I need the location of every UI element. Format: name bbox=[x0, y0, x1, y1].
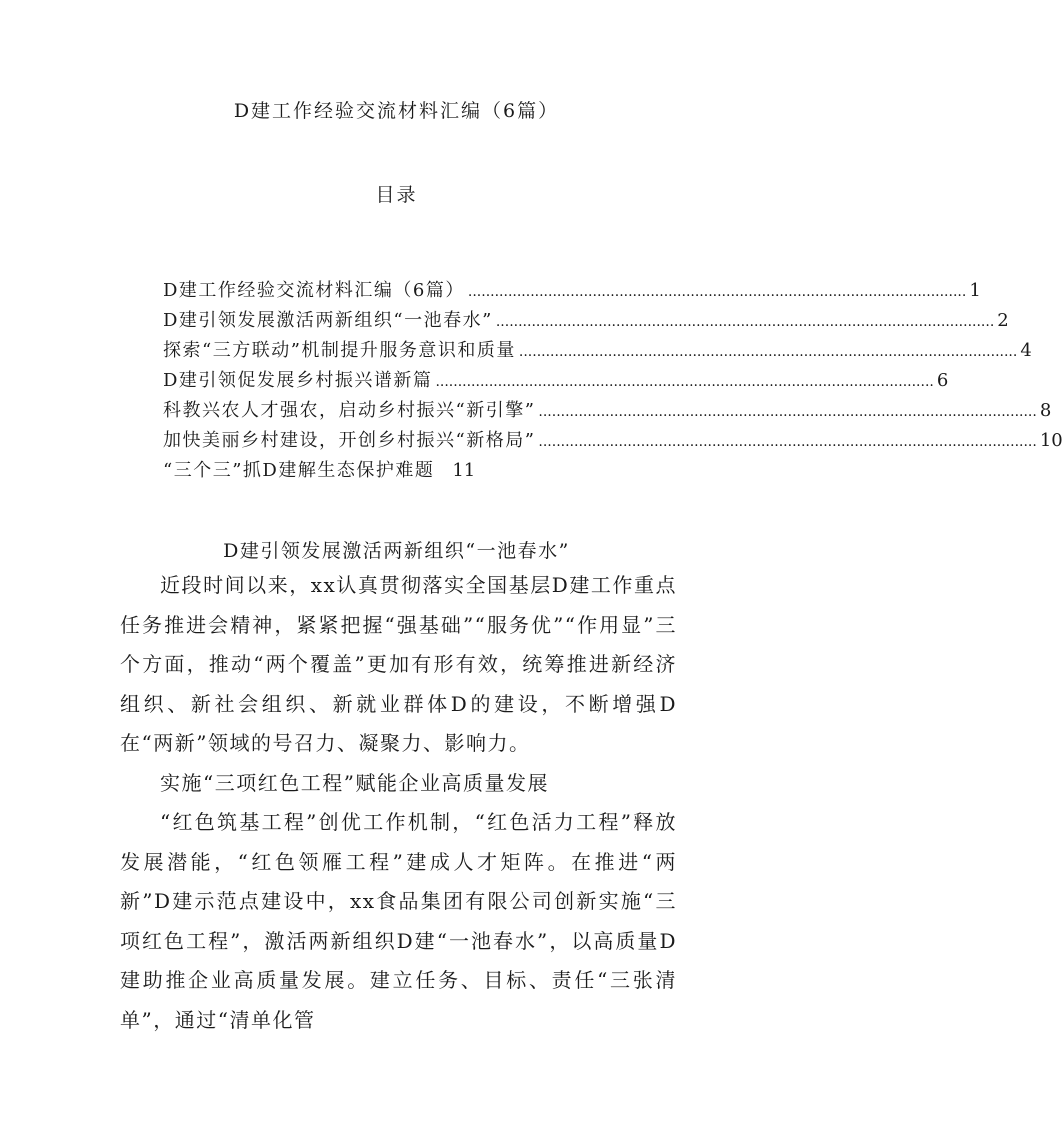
document-title: D建工作经验交流材料汇编（6篇） bbox=[233, 100, 560, 122]
toc-entry-page: 11 bbox=[452, 460, 476, 481]
toc-entry-title: “三个三”抓D建解生态保护难题 bbox=[163, 460, 435, 481]
table-of-contents bbox=[163, 276, 1063, 486]
toc-leader-dots: ................................................................................................................ bbox=[538, 434, 1037, 450]
toc-entry-page: 1 bbox=[969, 280, 981, 301]
toc-entry[interactable] bbox=[163, 336, 1032, 366]
article-title: D建引领发展激活两新组织“一池春水” bbox=[223, 540, 570, 562]
toc-leader-dots: ................................................................................................................ bbox=[435, 374, 934, 390]
toc-entry-title: 加快美丽乡村建设，开创乡村振兴“新格局” bbox=[163, 430, 536, 451]
toc-entry-page: 4 bbox=[1020, 340, 1032, 361]
section-heading: 实施“三项红色工程”赋能企业高质量发展 bbox=[160, 770, 549, 795]
toc-entry[interactable] bbox=[163, 276, 981, 306]
toc-entry-page: 8 bbox=[1039, 400, 1052, 421]
toc-entry-title: D建工作经验交流材料汇编（6篇） bbox=[163, 280, 465, 301]
toc-entry[interactable] bbox=[163, 306, 1009, 336]
toc-entry-title: 探索“三方联动”机制提升服务意识和质量 bbox=[163, 340, 516, 361]
toc-entry-title: 科教兴农人才强农，启动乡村振兴“新引擎” bbox=[163, 400, 536, 421]
toc-entry-title: D建引领促发展乡村振兴谱新篇 bbox=[163, 370, 433, 391]
toc-leader-dots: ................................................................................................................ bbox=[467, 284, 967, 300]
toc-entry-title: D建引领发展激活两新组织“一池春水” bbox=[163, 310, 493, 331]
body-paragraph: “红色筑基工程”创优工作机制，“红色活力工程”释放发展潜能，“红色领雁工程”建成人才矩阵。在推进“两新”D建示范点建设中，xx食品集团有限公司创新实施“三项红色工程”，激活两新组织D建“一池春水”，以高质量D建助推企业高质量发展。建立任务、目标、责任“三张清单”，通过“清单化管 bbox=[120, 810, 677, 1032]
toc-leader-dots: ................................................................................................................ bbox=[518, 344, 1018, 360]
toc-entry-page: 6 bbox=[936, 370, 949, 391]
toc-heading: 目录 bbox=[375, 184, 418, 206]
toc-entry[interactable] bbox=[163, 456, 675, 486]
toc-entry-page: 10 bbox=[1039, 430, 1063, 451]
article-body bbox=[120, 566, 677, 1040]
toc-leader-dots: ................................................................................................................ bbox=[538, 404, 1037, 420]
toc-entry[interactable] bbox=[163, 426, 1063, 456]
body-paragraph: 近段时间以来，xx认真贯彻落实全国基层D建工作重点任务推进会精神，紧紧把握“强基础”“服务优”“作用显”三个方面，推动“两个覆盖”更加有形有效，统筹推进新经济组织、新社会组织、新就业群体D的建设，不断增强D在“两新”领域的号召力、凝聚力、影响力。 bbox=[120, 573, 677, 755]
toc-entry[interactable] bbox=[163, 366, 949, 396]
toc-entry-page: 2 bbox=[997, 310, 1009, 331]
toc-leader-dots: ................................................................................................................ bbox=[495, 314, 995, 330]
toc-entry[interactable] bbox=[163, 396, 1052, 426]
